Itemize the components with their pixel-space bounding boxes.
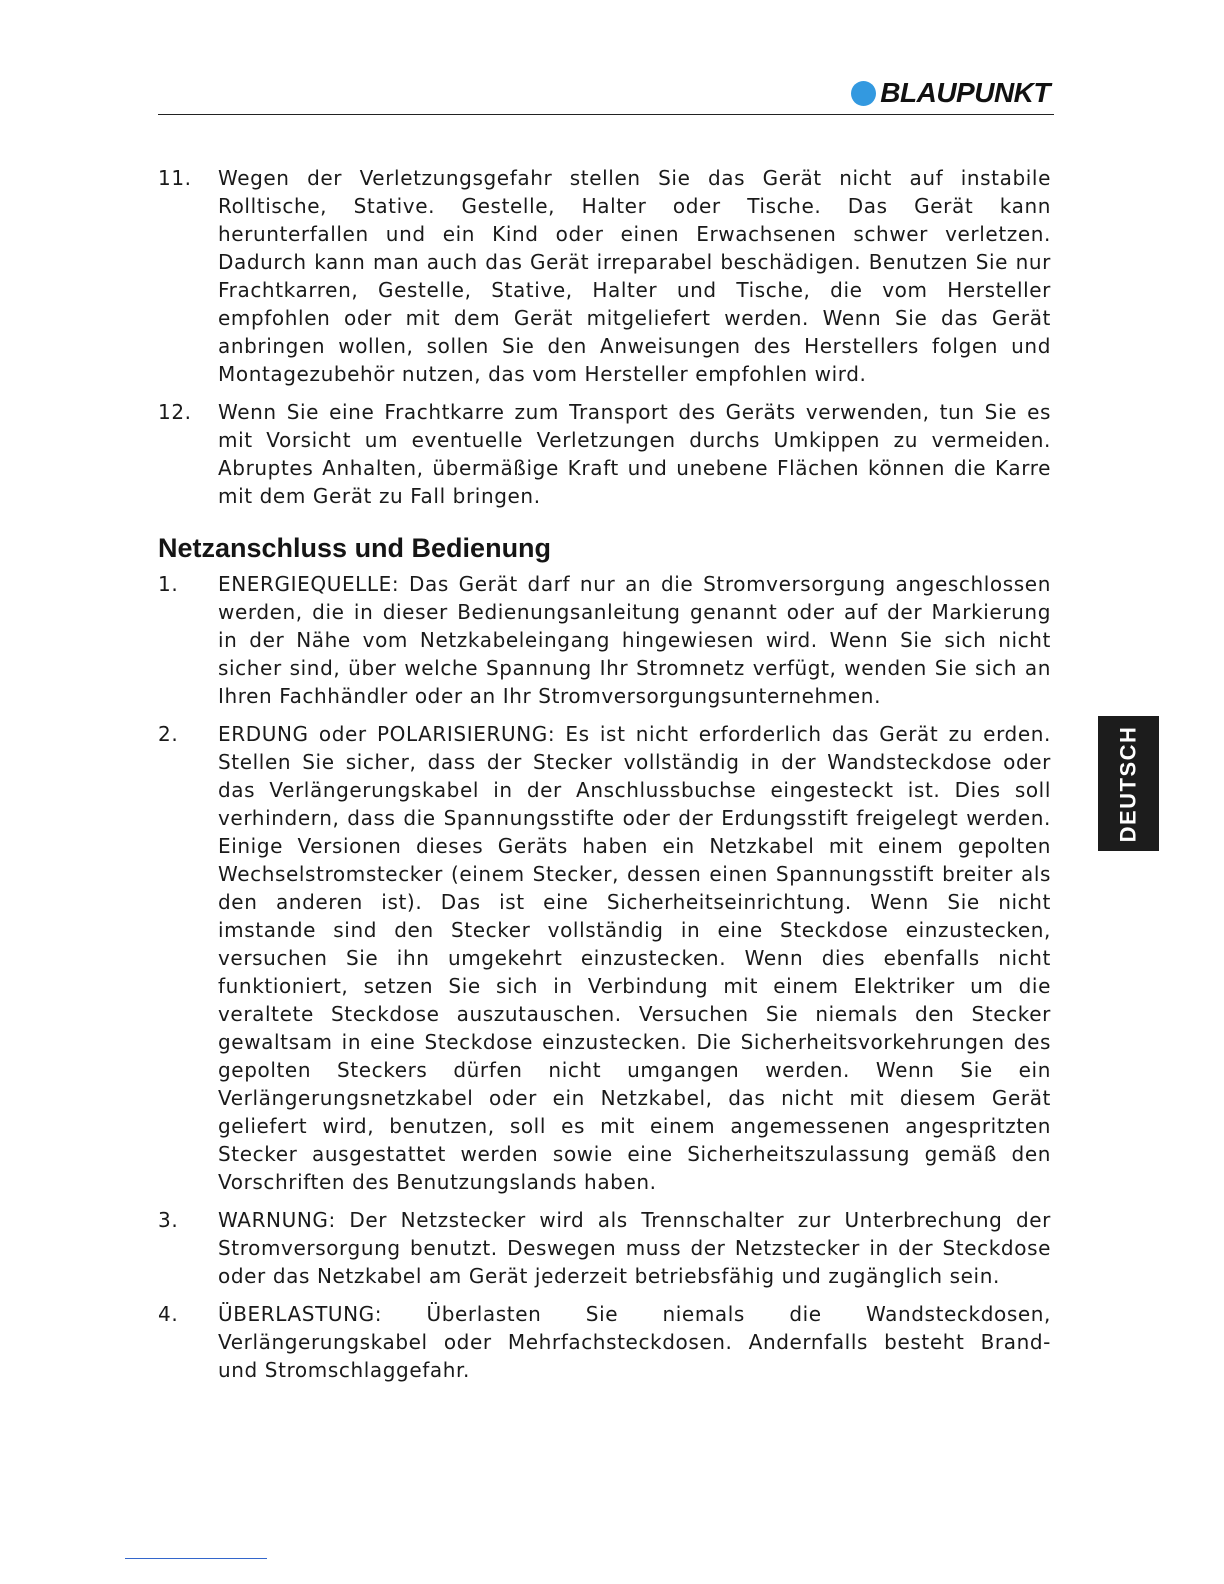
item-text: Wenn Sie eine Frachtkarre zum Transport des Geräts verwenden, tun Sie es mit Vorsicht um eventuelle Verletzungen durchs Umkippen zu vermeiden. Abruptes Anhalten, übermäßige Kraft und unebene Flächen können die Karre mit dem Gerät zu Fall bringen. (218, 400, 1051, 508)
list-item-2 (158, 720, 1051, 1196)
item-text: Wegen der Verletzungsgefahr stellen Sie das Gerät nicht auf instabile Rolltische, Stative. Gestelle, Halter oder Tische. Das Gerät kann herunterfallen und ein Kind oder einen Erwachsenen schwer verletzen. Dadurch kann man auch das Gerät irreparabel beschädigen. Benutzen Sie nur Frachtkarren, Gestelle, Stative, Halter und Tische, die vom Hersteller empfohlen oder mit dem Gerät mitgeliefert werden. Wenn Sie das Gerät anbringen wollen, sollen Sie den Anweisungen des Herstellers folgen und Montagezubehör nutzen, das vom Hersteller empfohlen wird. (218, 166, 1051, 386)
list-item-1 (158, 570, 1051, 710)
item-number: 11. (158, 166, 192, 190)
item-number: 2. (158, 722, 179, 746)
list-item-11 (158, 164, 1051, 388)
language-tab (1098, 716, 1159, 851)
page-header (158, 72, 1054, 115)
language-tab-label: DEUTSCH (1115, 725, 1141, 842)
item-number: 3. (158, 1208, 179, 1232)
list-item-4 (158, 1300, 1051, 1384)
list-item-3 (158, 1206, 1051, 1290)
item-text: WARNUNG: Der Netzstecker wird als Trennschalter zur Unterbrechung der Stromversorgung benutzt. Deswegen muss der Netzstecker in der Steckdose oder das Netzkabel am Gerät jederzeit betriebsfähig und zugänglich sein. (218, 1208, 1051, 1288)
item-number: 1. (158, 572, 179, 596)
item-text: ÜBERLASTUNG: Überlasten Sie niemals die Wandsteckdosen, Verlängerungskabel oder Mehrfachsteckdosen. Andernfalls besteht Brand- und Stromschlaggefahr. (218, 1302, 1051, 1382)
item-number: 12. (158, 400, 192, 424)
main-content (158, 164, 1051, 1394)
logo-dot-icon (851, 81, 876, 106)
item-text: ERDUNG oder POLARISIERUNG: Es ist nicht erforderlich das Gerät zu erden. Stellen Sie sicher, dass der Stecker vollständig in der Wandsteckdose oder das Verlängerungskabel in der Anschlussbuchse eingesteckt ist. Dies soll verhindern, dass die Spannungsstifte oder der Erdungsstift freigelegt werden. Einige Versionen dieses Geräts haben ein Netzkabel mit einem gepolten Wechselstromstecker (einem Stecker, dessen einen Spannungsstift breiter als den anderen ist). Das ist eine Sicherheitseinrichtung. Wenn Sie nicht imstande sind den Stecker vollständig in eine Steckdose einzustecken, versuchen Sie ihn umgekehrt einzustecken. Wenn dies ebenfalls nicht funktioniert, setzen Sie sich in Verbindung mit einem Elektriker um die veraltete Steckdose auszutauschen. Versuchen Sie niemals den Stecker gewaltsam in eine Steckdose einzustecken. Die Sicherheitsvorkehrungen des gepolten Steckers dürfen nicht umgangen werden. Wenn Sie ein Verlängerungsnetzkabel oder ein Netzkabel, das nicht mit diesem Gerät geliefert wird, benutzen, soll es mit einem angemessenen angespritzten Stecker ausgestattet werden sowie eine Sicherheitszulassung gemäß den Vorschriften des Benutzungslands haben. (218, 722, 1051, 1194)
brand-logo (851, 77, 1050, 109)
item-text: ENERGIEQUELLE: Das Gerät darf nur an die Stromversorgung angeschlossen werden, die in dieser Bedienungsanleitung genannt oder auf der Markierung in der Nähe vom Netzkabeleingang hingewiesen wird. Wenn Sie sich nicht sicher sind, über welche Spannung Ihr Stromnetz verfügt, wenden Sie sich an Ihren Fachhändler oder an Ihr Stromversorgungsunternehmen. (218, 572, 1051, 708)
brand-name: BLAUPUNKT (880, 77, 1050, 108)
footer-rule (125, 1558, 267, 1559)
list-item-12 (158, 398, 1051, 510)
item-number: 4. (158, 1302, 179, 1326)
section-heading: Netzanschluss und Bedienung (158, 533, 552, 563)
